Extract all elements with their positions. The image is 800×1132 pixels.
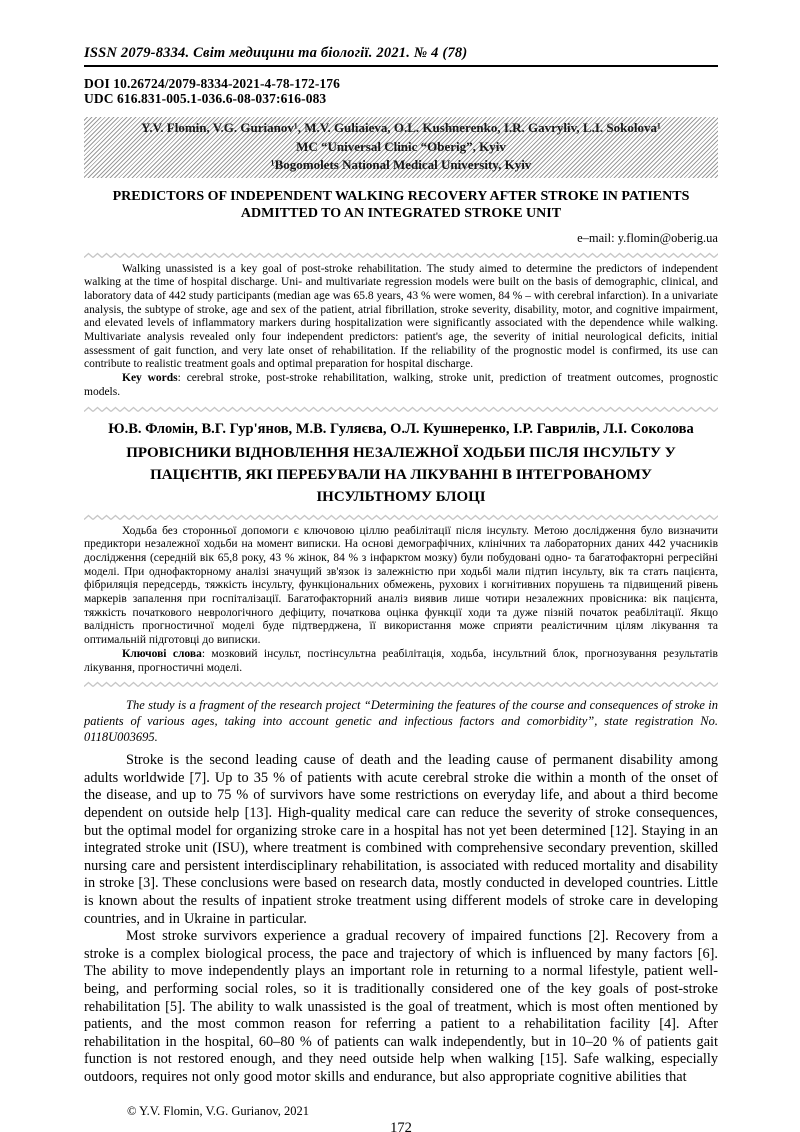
keywords-ua-text: : мозковий інсульт, постінсультна реабілітація, ходьба, інсультний блок, прогнозування результатів лікування, прогностичні моделі. — [84, 647, 718, 674]
keywords-en-label: Key words — [122, 372, 178, 385]
article-body — [84, 752, 718, 1086]
abstract-en-keywords — [84, 372, 718, 399]
copyright-line: © Y.V. Flomin, V.G. Gurianov, 2021 — [127, 1103, 309, 1118]
zigzag-divider — [84, 406, 718, 413]
abstract-ua — [84, 525, 718, 676]
udc-line: UDC 616.831-005.1-036.6-08-037:616-083 — [84, 91, 327, 106]
zigzag-divider — [84, 252, 718, 259]
body-paragraph: Stroke is the second leading cause of death and the leading cause of permanent disability among adults worldwide [7]. Up to 35 % of patients with acute cerebral stroke die within a month of the onset of the disease, and up to 75 % of survivors have some restrictions on everyday life, and about a third become dependent on outside help [13]. High-quality medical care can reduce the severity of stroke consequences, but the optimal model for organizing stroke care in a hospital has not yet been determined [12]. Staying in an integrated stroke unit (ISU), where treatment is combined with comprehensive secondary prevention, skilled nursing care and persistent interdisciplinary rehabilitation, is associated with reduced mortality and disability in stroke [3]. These conclusions were based on research data, mostly conducted in developed countries. Little is known about the results of inpatient stroke treatment using different models of stroke care in developing countries, and in Ukraine in particular. — [84, 752, 718, 927]
body-paragraph: Most stroke survivors experience a gradual recovery of impaired functions [2]. Recovery from a stroke is a complex biological process, the pace and trajectory of which is influenced by many factors [6]. The ability to move independently plays an important role in returning to a normal lifestyle, patient well-being, and performing social roles, so it is traditionally considered one of the key goals of post-stroke rehabilitation [5]. The ability to walk unassisted is the goal of treatment, which is most often mentioned by patients, and the most common reason for referring a patient to a rehabilitation facility [4]. After rehabilitation in the hospital, 60–80 % of patients can walk independently, but in 10–20 % of patients gait function is not restored enough, and they need outside help when walking [15]. Safe walking, especially outdoors, requires not only good motor skills and endurance, but also appropriate cognitive abilities that — [84, 928, 718, 1085]
research-fragment-note: The study is a fragment of the research project “Determining the features of the course and consequences of stroke in patients of various ages, taking into account genetic and infectious factors and comorbidity”, state registration No. 0118U003695. — [84, 698, 718, 745]
journal-issn-header: ISSN 2079-8334. Світ медицини та біології. 2021. № 4 (78) — [84, 45, 718, 67]
keywords-en-text: : cerebral stroke, post-stroke rehabilitation, walking, stroke unit, prediction of treatment outcomes, prognostic models. — [84, 372, 718, 398]
authors-en-block — [84, 117, 718, 178]
article-title-ua: ПРОВІСНИКИ ВІДНОВЛЕННЯ НЕЗАЛЕЖНОЇ ХОДЬБИ ПІСЛЯ ІНСУЛЬТУ У ПАЦІЄНТІВ, ЯКІ ПЕРЕБУВАЛИ НА ЛІКУВАННІ В ІНТЕГРОВАНОМУ ІНСУЛЬТНОМУ БЛОЦІ — [126, 444, 676, 505]
authors-en-affiliation-1: MC “Universal Clinic “Oberig”, Kyiv — [296, 138, 506, 154]
abstract-en — [84, 263, 718, 400]
doi-udc-block — [84, 76, 718, 106]
doi-line: DOI 10.26724/2079-8334-2021-4-78-172-176 — [84, 76, 340, 91]
authors-ua-names: Ю.В. Фломін, В.Г. Гур'янов, М.В. Гуляєва, О.Л. Кушнеренко, І.Р. Гаврилів, Л.І. Соколова — [108, 420, 694, 437]
abstract-en-text: Walking unassisted is a key goal of post-stroke rehabilitation. The study aimed to determine the predictors of independent walking at the time of hospital discharge. Uni- and multivariate regression models were built on the basis of demographic, clinical, and laboratory data of 442 study participants (median age was 65.8 years, 43 % were women, 84 % – with cerebral infarction). In a univariate analysis, the subtype of stroke, age and sex of the patient, atrial fibrillation, stroke severity, disability, motor, and cognitive impairment, and elevated levels of inflammatory markers during hospitalization were significantly associated with the dependence while walking. Multivariate analysis revealed only four independent predictors: patient's age, the severity of initial neurological deficits, initial assessment of gait function, and very late onset of rehabilitation. If the reliability of the prognostic model is confirmed, its use can contribute to realistic treatment goals and optimal preparation for hospital discharge. — [84, 262, 718, 371]
page-footer — [84, 1104, 718, 1132]
zigzag-divider — [84, 514, 718, 521]
page-number: 172 — [390, 1119, 412, 1132]
abstract-ua-text: Ходьба без сторонньої допомоги є ключовою ціллю реабілітації після інсульту. Метою дослідження було визначити предиктори незалежної ходьби на момент виписки. На основі демографічних, клінічних та лабораторних даних 442 учасників дослідження (середній вік 65,8 року, 43 % жінок, 84 % з інфарктом мозку) були побудовані одно- та багатофакторні регресійні моделі. При однофакторному аналізі значущий зв'язок із залежністю при ходьбі мали підтип інсульту, вік та стать пацієнта, фібриляція передсердь, тяжкість інсульту, функціональних обмежень, рухових і когнітивних порушень та підвищений рівень маркерів запалення при госпіталізації. Багатофакторний аналіз виявив лише чотири незалежних провісника: вік пацієнта, тяжкість початкового неврологічного дефіциту, початкова оцінка функції ходи та дуже пізній початок реабілітації. Якщо валідність прогностичної моделі буде підтверджена, її використання може сприяти реалістичним цілям лікування та оптимальній підготовці до виписки. — [84, 524, 718, 647]
contact-email: e–mail: y.flomin@oberig.ua — [577, 230, 718, 245]
authors-en-affiliation-2: ¹Bogomolets National Medical University, Kyiv — [270, 157, 532, 172]
abstract-ua-keywords — [84, 648, 718, 675]
zigzag-divider — [84, 681, 718, 688]
authors-en-names: Y.V. Flomin, V.G. Gurianov¹, M.V. Guliaieva, O.L. Kushnerenko, I.R. Gavryliv, L.I. Sokolova¹ — [141, 120, 661, 135]
keywords-ua-label: Ключові слова — [122, 647, 202, 660]
article-title-en: PREDICTORS OF INDEPENDENT WALKING RECOVERY AFTER STROKE IN PATIENTS ADMITTED TO AN INTEGRATED STROKE UNIT — [112, 188, 690, 221]
